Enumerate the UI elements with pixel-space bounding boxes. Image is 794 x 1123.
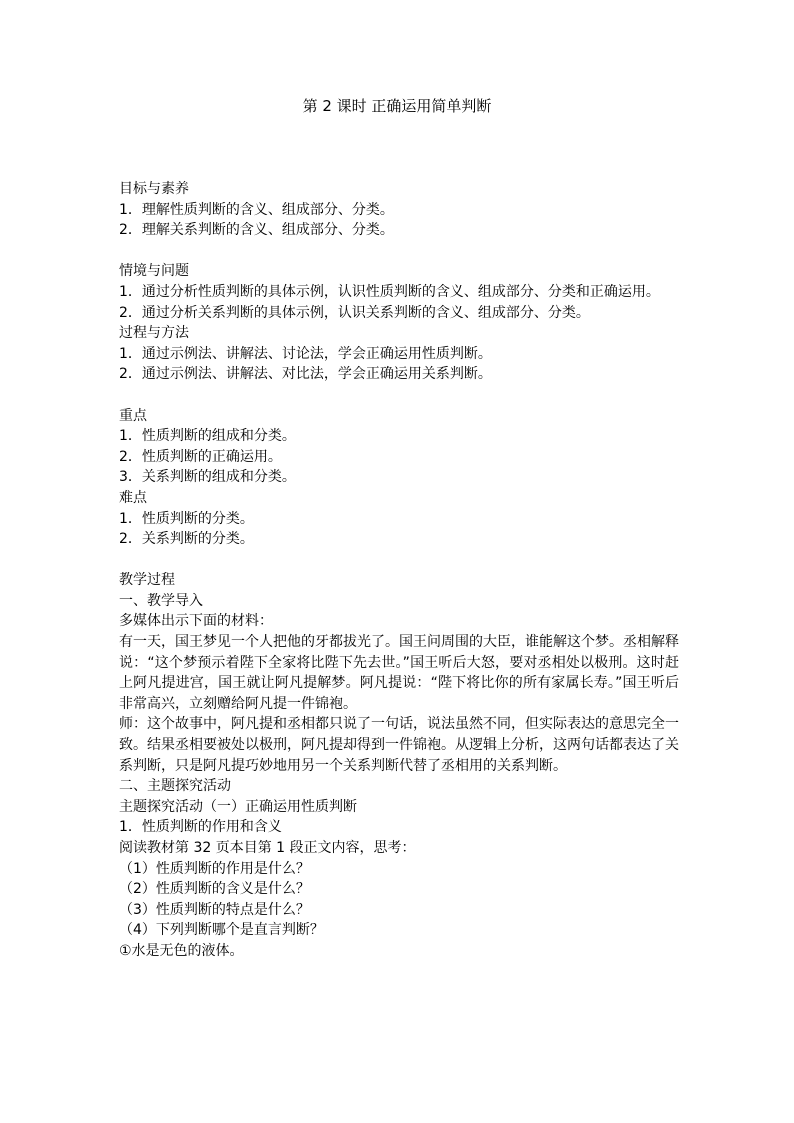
key-points-item: 1．性质判断的组成和分类。 — [119, 428, 296, 445]
activity-heading: 主题探究活动（一）正确运用性质判断 — [119, 798, 357, 815]
difficulties-heading: 难点 — [119, 489, 147, 506]
spacer — [119, 241, 679, 262]
process-item: 2．通过示例法、讲解法、对比法，学会正确运用关系判断。 — [119, 366, 492, 383]
key-points-item: 2．性质判断的正确运用。 — [119, 448, 282, 465]
section-heading: 二、主题探究活动 — [119, 778, 231, 795]
goals-item: 1．理解性质判断的含义、组成部分、分类。 — [119, 201, 394, 218]
goals-item: 2．理解关系判断的含义、组成部分、分类。 — [119, 222, 394, 239]
key-points-heading: 重点 — [119, 407, 147, 424]
teacher-paragraph: 师：这个故事中，阿凡提和丞相都只说了一句话，说法虽然不同，但实际表达的意思完全一致。结果丞相要被处以极刑，阿凡提却得到一件锦袍。从逻辑上分析，这两句话都表达了关系判断，只是阿凡提巧妙地用另一个关系判断代替了丞相用的关系判断。 — [119, 716, 679, 774]
difficulties-item: 1．性质判断的分类。 — [119, 510, 254, 527]
question-item: （2）性质判断的含义是什么？ — [119, 881, 310, 898]
question-item: （1）性质判断的作用是什么？ — [119, 860, 310, 877]
process-heading: 过程与方法 — [119, 325, 189, 342]
example-item: ①水是无色的液体。 — [119, 942, 244, 959]
teaching-heading: 教学过程 — [119, 572, 175, 589]
situation-heading: 情境与问题 — [119, 263, 189, 280]
lesson-body — [119, 179, 679, 962]
subsection-heading: 1．性质判断的作用和含义 — [119, 819, 282, 836]
spacer — [119, 385, 679, 406]
situation-item: 2．通过分析关系判断的具体示例，认识关系判断的含义、组成部分、分类。 — [119, 304, 590, 321]
key-points-item: 3．关系判断的组成和分类。 — [119, 469, 296, 486]
story-paragraph: 有一天，国王梦见一个人把他的牙都拔光了。国王问周围的大臣，谁能解这个梦。丞相解释说：“这个梦预示着陛下全家将比陛下先去世。”国王听后大怒，要对丞相处以极刑。这时赶上阿凡提进宫，国王就让阿凡提解梦。阿凡提说：“陛下将比你的所有家属长寿。”国王听后非常高兴，立刻赠给阿凡提一件锦袍。 — [119, 634, 679, 712]
spacer — [119, 550, 679, 571]
situation-item: 1．通过分析性质判断的具体示例，认识性质判断的含义、组成部分、分类和正确运用。 — [119, 283, 660, 300]
intro-text: 多媒体出示下面的材料： — [119, 613, 273, 630]
section-heading: 一、教学导入 — [119, 592, 203, 609]
goals-heading: 目标与素养 — [119, 181, 189, 197]
process-item: 1．通过示例法、讲解法、讨论法，学会正确运用性质判断。 — [119, 345, 492, 362]
lesson-title: 第 2 课时 正确运用简单判断 — [302, 97, 492, 115]
reading-instruction: 阅读教材第 32 页本目第 1 段正文内容，思考： — [119, 840, 416, 856]
question-item: （4）下列判断哪个是直言判断？ — [119, 922, 324, 939]
difficulties-item: 2．关系判断的分类。 — [119, 531, 254, 548]
question-item: （3）性质判断的特点是什么？ — [119, 901, 310, 918]
